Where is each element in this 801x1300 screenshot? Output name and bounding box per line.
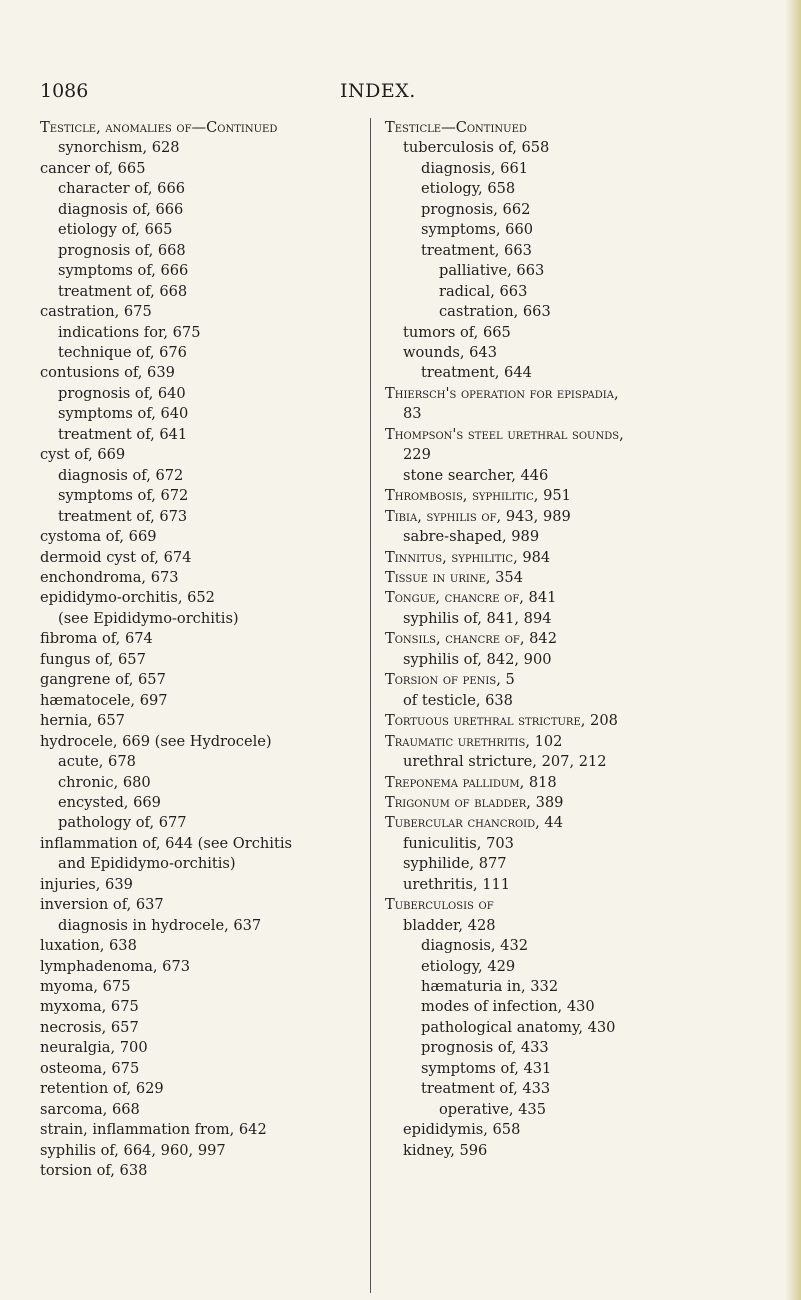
index-column-left [40, 118, 360, 1182]
index-subentry: sabre-shaped, 989 [403, 528, 540, 546]
index-heading-entry: Torsion of penis, 5 [385, 671, 515, 689]
index-subentry: chronic, 680 [58, 773, 151, 791]
index-heading-entry: Tissue in urine, 354 [385, 568, 524, 586]
index-heading-entry: injuries, 639 [40, 875, 133, 893]
page-number: 1086 [40, 80, 89, 102]
index-heading-entry: strain, inflammation from, 642 [40, 1121, 267, 1139]
index-heading-entry: Testicle, anomalies of—Continued [40, 119, 278, 136]
index-heading-entry: Traumatic urethritis, 102 [385, 732, 563, 750]
index-heading-entry: Tonsils, chancre of, 842 [385, 630, 557, 648]
index-subentry: radical, 663 [439, 282, 528, 300]
index-subentry: pathological anatomy, 430 [421, 1018, 616, 1036]
index-heading-entry: inflammation of, 644 (see Orchitis [40, 834, 292, 852]
index-column-right [385, 118, 780, 1161]
index-heading-entry: fibroma of, 674 [40, 630, 153, 648]
index-subentry: indications for, 675 [58, 323, 201, 341]
index-heading-entry: castration, 675 [40, 303, 152, 321]
index-subentry: treatment of, 641 [58, 425, 188, 443]
index-subentry: symptoms of, 431 [421, 1059, 552, 1077]
index-heading-entry: epididymo-orchitis, 652 [40, 589, 215, 607]
index-heading-entry: Treponema pallidum, 818 [385, 773, 557, 791]
index-heading-entry: luxation, 638 [40, 937, 137, 955]
index-subentry: treatment, 663 [421, 241, 532, 259]
index-subentry: prognosis of, 433 [421, 1039, 549, 1057]
index-heading-entry: hydrocele, 669 (see Hydrocele) [40, 732, 272, 750]
index-heading-entry: sarcoma, 668 [40, 1100, 140, 1118]
index-subentry: treatment of, 433 [421, 1080, 551, 1098]
index-heading-entry: cyst of, 669 [40, 446, 126, 464]
index-subentry: kidney, 596 [403, 1141, 488, 1159]
index-subentry: pathology of, 677 [58, 814, 187, 832]
index-subentry: character of, 666 [58, 180, 186, 198]
index-heading-entry: Tortuous urethral stricture, 208 [385, 712, 618, 730]
index-subentry: of testicle, 638 [403, 691, 513, 709]
index-subentry: prognosis, 662 [421, 200, 531, 218]
index-heading-entry: myxoma, 675 [40, 998, 139, 1016]
index-subentry: diagnosis, 432 [421, 937, 529, 955]
index-subentry: tuberculosis of, 658 [403, 139, 550, 157]
index-subentry: technique of, 676 [58, 343, 187, 361]
index-heading-entry: osteoma, 675 [40, 1059, 140, 1077]
index-subentry: wounds, 643 [403, 343, 498, 361]
index-subentry: bladder, 428 [403, 916, 496, 934]
index-subentry: 229 [403, 446, 431, 464]
index-subentry: treatment of, 668 [58, 282, 188, 300]
index-heading-entry: Tuberculosis of [385, 896, 494, 914]
index-heading-entry: Tibia, syphilis of, 943, 989 [385, 507, 571, 525]
index-heading-entry: enchondroma, 673 [40, 568, 179, 586]
index-subentry: treatment of, 673 [58, 507, 188, 525]
index-heading-entry: Tubercular chancroid, 44 [385, 814, 563, 832]
index-subentry: etiology, 429 [421, 957, 516, 975]
index-subentry: prognosis of, 668 [58, 241, 186, 259]
column-divider [370, 118, 371, 1293]
index-heading-entry: dermoid cyst of, 674 [40, 548, 192, 566]
index-subentry: stone searcher, 446 [403, 466, 549, 484]
index-heading-entry: neuralgia, 700 [40, 1039, 148, 1057]
index-subentry: (see Epididymo-orchitis) [58, 609, 239, 627]
index-subentry: syphilide, 877 [403, 855, 507, 873]
index-subentry: synorchism, 628 [58, 139, 180, 157]
index-heading-entry: myoma, 675 [40, 978, 131, 996]
index-heading-entry: Thrombosis, syphilitic, 951 [385, 487, 571, 505]
index-subentry: symptoms of, 640 [58, 405, 189, 423]
index-subentry: diagnosis of, 672 [58, 466, 184, 484]
index-subentry: acute, 678 [58, 753, 136, 771]
index-heading-entry: Tinnitus, syphilitic, 984 [385, 548, 551, 566]
index-heading-entry: hernia, 657 [40, 712, 125, 730]
index-subentry: etiology of, 665 [58, 221, 173, 239]
index-subentry: encysted, 669 [58, 793, 161, 811]
index-subentry: tumors of, 665 [403, 323, 511, 341]
index-heading-entry: torsion of, 638 [40, 1162, 148, 1180]
index-subentry: syphilis of, 842, 900 [403, 650, 552, 668]
index-heading-entry: retention of, 629 [40, 1080, 164, 1098]
index-subentry: prognosis of, 640 [58, 384, 186, 402]
index-subentry: funiculitis, 703 [403, 834, 514, 852]
index-heading-entry: Thompson's steel urethral sounds, [385, 425, 624, 443]
index-heading-entry: necrosis, 657 [40, 1018, 139, 1036]
index-heading-entry: Tongue, chancre of, 841 [385, 589, 557, 607]
index-subentry: diagnosis of, 666 [58, 200, 184, 218]
index-subentry: diagnosis in hydrocele, 637 [58, 916, 262, 934]
index-heading-entry: syphilis of, 664, 960, 997 [40, 1141, 226, 1159]
index-heading-entry: fungus of, 657 [40, 650, 146, 668]
index-heading-entry: cystoma of, 669 [40, 528, 157, 546]
index-subentry: modes of infection, 430 [421, 998, 595, 1016]
index-subentry: 83 [403, 405, 422, 423]
index-subentry: and Epididymo-orchitis) [58, 855, 236, 873]
index-heading-entry: lymphadenoma, 673 [40, 957, 191, 975]
index-subentry: urethritis, 111 [403, 875, 511, 893]
page-edge-shading [785, 0, 801, 1300]
index-heading-entry: cancer of, 665 [40, 159, 146, 177]
index-heading-entry: contusions of, 639 [40, 364, 175, 382]
index-heading-entry: Thiersch's operation for epispadia, [385, 384, 619, 402]
index-subentry: castration, 663 [439, 303, 551, 321]
index-subentry: hæmaturia in, 332 [421, 978, 559, 996]
index-subentry: syphilis of, 841, 894 [403, 609, 552, 627]
index-subentry: symptoms of, 666 [58, 262, 189, 280]
index-subentry: diagnosis, 661 [421, 159, 529, 177]
index-subentry: operative, 435 [439, 1100, 546, 1118]
index-heading-entry: inversion of, 637 [40, 896, 164, 914]
index-heading-entry: Trigonum of bladder, 389 [385, 793, 564, 811]
index-heading-entry: hæmatocele, 697 [40, 691, 168, 709]
index-heading-entry: Testicle—Continued [385, 119, 527, 136]
index-subentry: symptoms, 660 [421, 221, 534, 239]
index-subentry: palliative, 663 [439, 262, 545, 280]
running-head-title: INDEX. [340, 80, 416, 102]
index-subentry: symptoms of, 672 [58, 487, 189, 505]
index-heading-entry: gangrene of, 657 [40, 671, 166, 689]
index-subentry: urethral stricture, 207, 212 [403, 753, 607, 771]
index-subentry: epididymis, 658 [403, 1121, 521, 1139]
page-header [0, 80, 801, 104]
index-subentry: etiology, 658 [421, 180, 516, 198]
index-subentry: treatment, 644 [421, 364, 532, 382]
